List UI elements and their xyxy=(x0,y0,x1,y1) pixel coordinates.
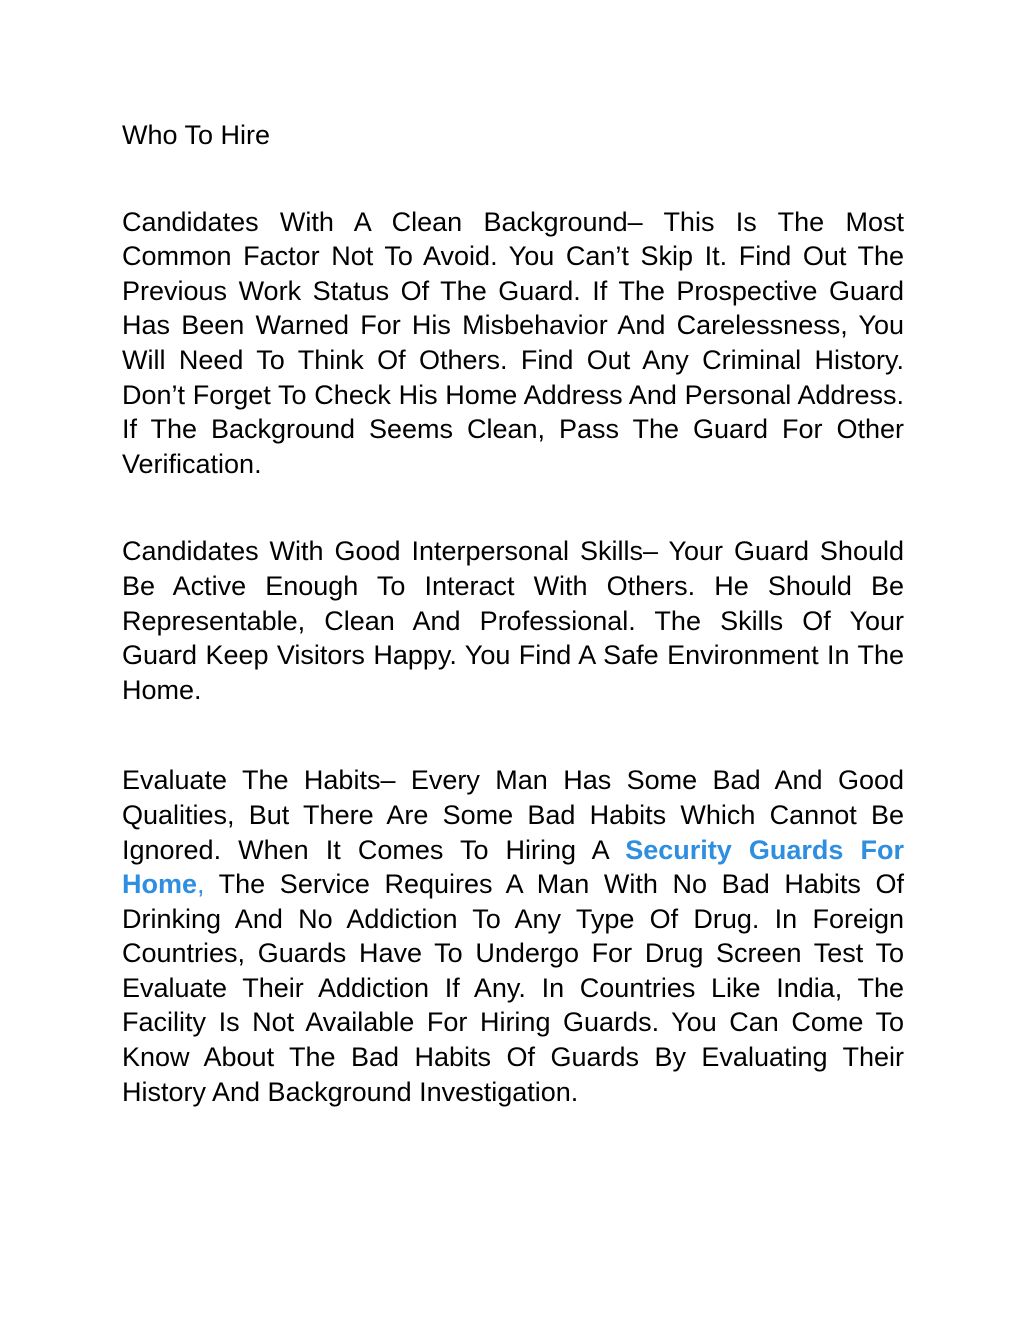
security-guards-for-home-link[interactable]: Security Guards For Home xyxy=(122,834,904,900)
paragraph-evaluate-habits xyxy=(122,763,904,1109)
document-body xyxy=(122,118,904,1109)
habits-text-after-link: The Service Requires A Man With No Bad Habits Of Drinking And No Addiction To Any Type Of Drug. In Foreign Countries, Guards Have To Undergo For Drug Screen Test To Evaluate Their Addiction If Any. In Countries Like India, The Facility Is Not Available For Hiring Guards. You Can Come To Know About The Bad Habits Of Guards By Evaluating Their History And Background Investigation. xyxy=(122,869,904,1107)
paragraph-clean-background: Candidates With A Clean Background– This Is The Most Common Factor Not To Avoid. You Can’t Skip It. Find Out The Previous Work Status Of The Guard. If The Prospective Guard Has Been Warned For His Misbehavior And Carelessness, You Will Need To Think Of Others. Find Out Any Criminal History. Don’t Forget To Check His Home Address And Personal Address. If The Background Seems Clean, Pass The Guard For Other Verification. xyxy=(122,206,904,479)
link-comma: , xyxy=(197,869,205,900)
section-heading: Who To Hire xyxy=(122,120,271,150)
paragraph-interpersonal-skills: Candidates With Good Interpersonal Skills– Your Guard Should Be Active Enough To Interact With Others. He Should Be Representable, Clean And Professional. The Skills Of Your Guard Keep Visitors Happy. You Find A Safe Environment In The Home. xyxy=(122,536,904,705)
habits-text-before-link: Evaluate The Habits– Every Man Has Some Bad And Good Qualities, But There Are Some Bad Habits Which Cannot Be Ignored. When It Comes To Hiring A xyxy=(122,765,904,865)
